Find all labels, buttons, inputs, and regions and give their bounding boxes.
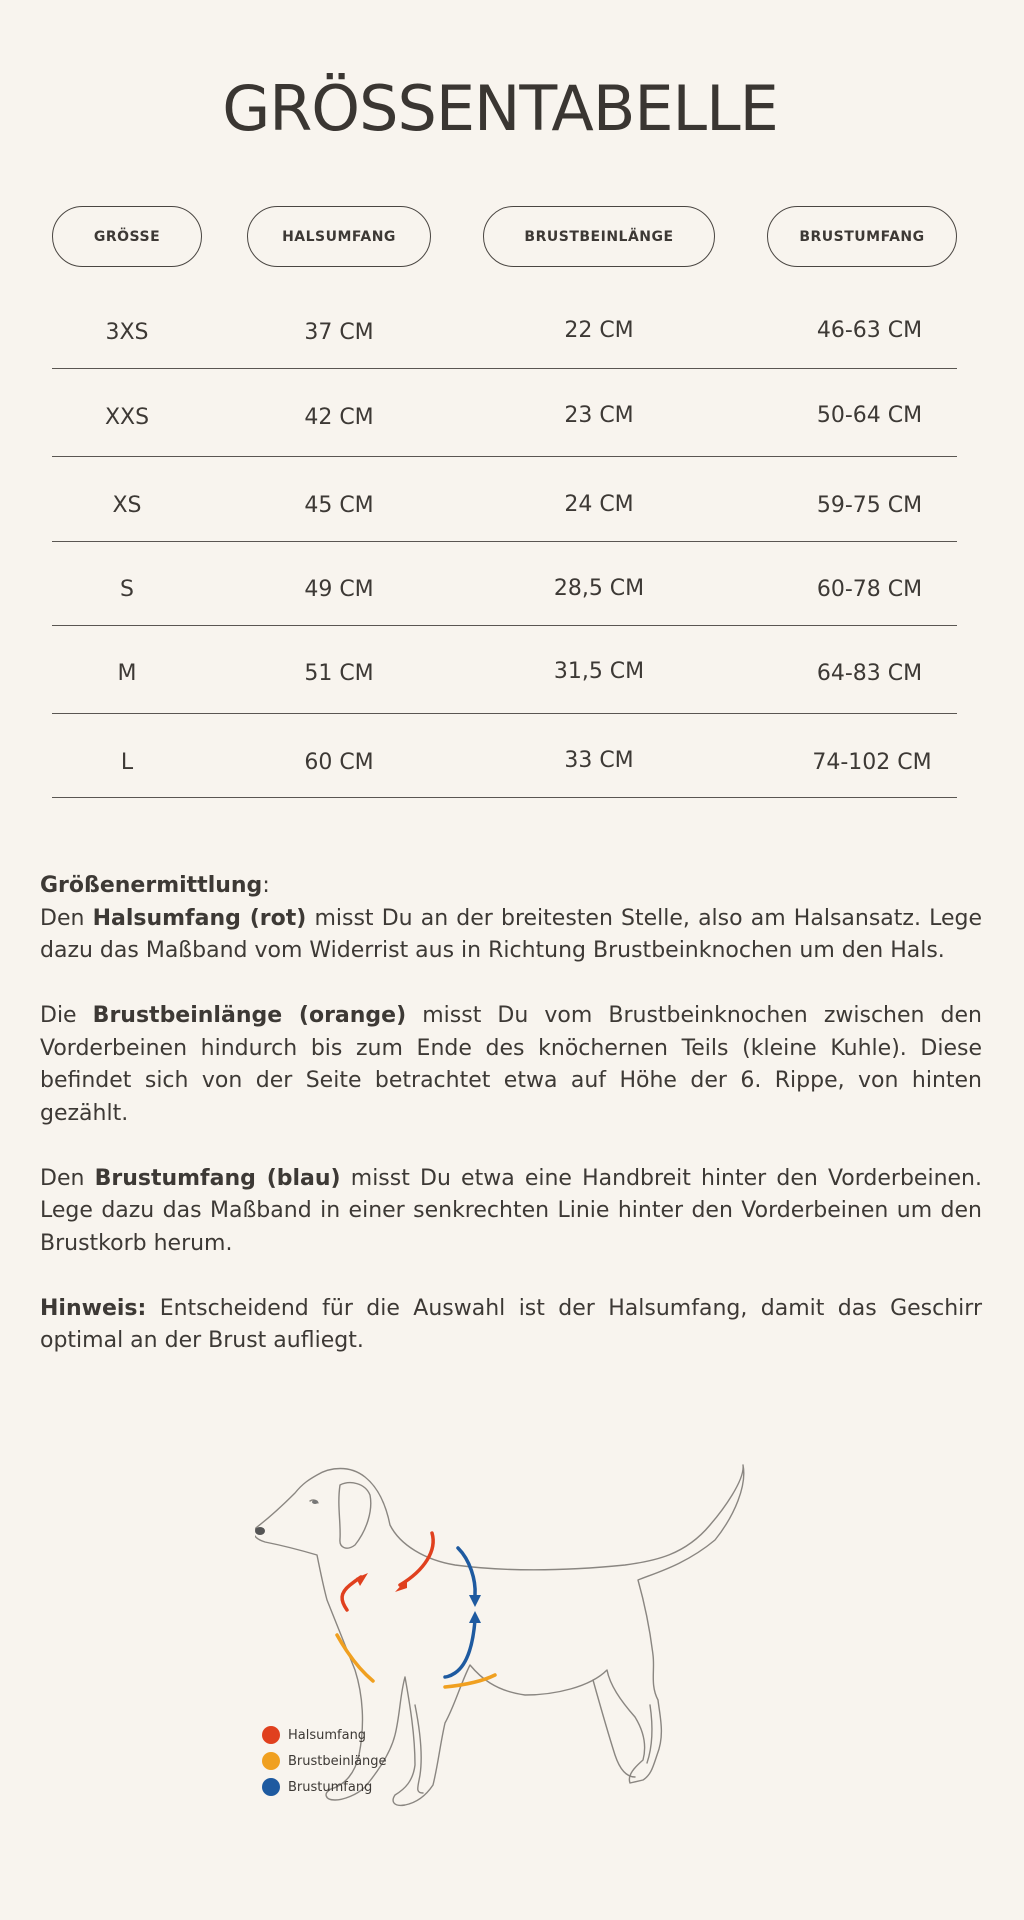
table-cell: 33 CM	[564, 748, 634, 773]
table-cell: 22 CM	[564, 318, 634, 343]
table-cell: 23 CM	[564, 403, 634, 428]
table-cell: M	[117, 661, 137, 686]
header-size: GRÖSSE	[52, 206, 202, 267]
neck-paragraph: Den Halsumfang (rot) misst Du an der breitesten Stelle, also am Halsansatz. Lege dazu das Maßband vom Widerrist aus in Richtung Brustbeinknochen um den Hals.	[40, 905, 982, 963]
table-cell: 74-102 CM	[812, 750, 932, 775]
table-cell: 28,5 CM	[553, 576, 645, 601]
instructions-heading-line: Größenermittlung:	[40, 873, 270, 898]
table-cell: 37 CM	[304, 320, 374, 345]
page-title: GRÖSSENTABELLE	[222, 72, 778, 145]
header-sternum: BRUSTBEINLÄNGE	[483, 206, 715, 267]
table-cell: S	[120, 577, 134, 602]
header-neck: HALSUMFANG	[247, 206, 431, 267]
instructions-heading: Größenermittlung	[40, 873, 263, 898]
sternum-paragraph: Die Brustbeinlänge (orange) misst Du vom Brustbeinknochen zwischen den Vorderbeinen hindurch bis zum Ende des knöchernen Teils (kleine Kuhle). Diese befindet sich von der Seite betrachtet etwa auf Höhe der 6. Rippe, von hinten gezählt.	[40, 1003, 982, 1126]
table-cell: 24 CM	[564, 492, 634, 517]
row-divider	[52, 797, 957, 798]
legend-chest: Brustumfang	[262, 1778, 372, 1796]
table-cell: 60 CM	[304, 750, 374, 775]
sternum-dot-icon	[262, 1752, 280, 1770]
table-cell: XS	[112, 493, 142, 518]
table-cell: 49 CM	[304, 577, 374, 602]
chest-dot-icon	[262, 1778, 280, 1796]
header-chest: BRUSTUMFANG	[767, 206, 957, 267]
row-divider	[52, 368, 957, 369]
table-cell: 60-78 CM	[816, 577, 923, 602]
sizing-instructions	[40, 870, 982, 1390]
legend-sternum: Brustbeinlänge	[262, 1752, 387, 1770]
row-divider	[52, 713, 957, 714]
table-cell: 51 CM	[304, 661, 374, 686]
table-cell: 50-64 CM	[816, 403, 923, 428]
row-divider	[52, 541, 957, 542]
chest-paragraph: Den Brustumfang (blau) misst Du etwa eine Handbreit hinter den Vorderbeinen. Lege dazu das Maßband in einer senkrechten Linie hinter den Vorderbeinen um den Brustkorb herum.	[40, 1165, 982, 1256]
row-divider	[52, 625, 957, 626]
table-cell: 59-75 CM	[816, 493, 923, 518]
table-cell: 3XS	[105, 320, 149, 345]
table-cell: 64-83 CM	[816, 661, 923, 686]
table-cell: 42 CM	[304, 405, 374, 430]
legend-neck: Halsumfang	[262, 1726, 366, 1744]
table-cell: 46-63 CM	[816, 318, 923, 343]
table-cell: 31,5 CM	[553, 659, 645, 684]
table-cell: 45 CM	[304, 493, 374, 518]
neck-dot-icon	[262, 1726, 280, 1744]
table-cell: XXS	[104, 405, 150, 430]
note-paragraph: Hinweis: Entscheidend für die Auswahl ist der Halsumfang, damit das Geschirr optimal an der Brust aufliegt.	[40, 1295, 982, 1353]
table-cell: L	[120, 750, 134, 775]
row-divider	[52, 456, 957, 457]
